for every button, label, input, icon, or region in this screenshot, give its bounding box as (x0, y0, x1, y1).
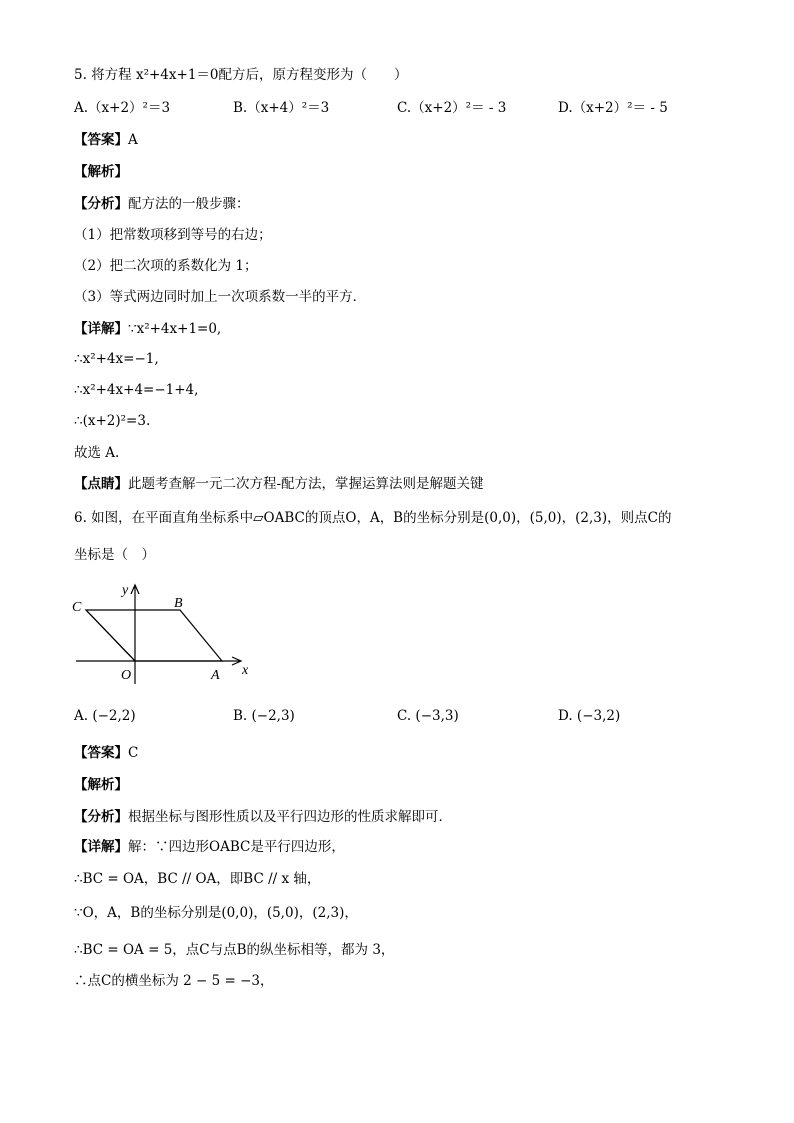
q6-detail-2: ∴BC = OA，BC // OA，即BC // x 轴， (74, 871, 321, 887)
q5-comment-line (74, 475, 484, 493)
label-x: x (242, 663, 249, 678)
q6-detail-line (74, 838, 345, 856)
label-y: y (122, 583, 129, 598)
q6-detail-5: ∴点C的横坐标为 2 − 5 = −3， (74, 973, 274, 989)
q6-detail-4: ∴BC = OA = 5，点C与点B的纵坐标相等，都为 3， (74, 942, 395, 958)
q5-conclusion: 故选 A. (74, 445, 120, 461)
fenxi-text: 根据坐标与图形性质以及平行四边形的性质求解即可． (128, 809, 452, 825)
q5-detail-4: ∴(x+2)²=3. (74, 413, 151, 429)
parallelogram-oabc (86, 610, 222, 661)
q5-step-2: （2）把二次项的系数化为 1； (74, 258, 258, 274)
q6-option-c: C. (−3,3) (397, 708, 459, 724)
answer-value: A (128, 132, 138, 148)
q6-option-d: D. (−3,2) (558, 708, 621, 724)
parallelogram-figure (70, 580, 270, 688)
q5-detail-3: ∴x²+4x+4=−1+4, (74, 382, 199, 398)
q6-option-a: A. (−2,2) (74, 708, 136, 724)
q5-stem: 5. 将方程 x²+4x+1＝0配方后，原方程变形为（ ） (74, 67, 408, 83)
q5-analysis-title: 【解析】 (74, 164, 128, 180)
q6-detail-3: ∵O，A，B的坐标分别是(0,0)，(5,0)，(2,3)， (74, 905, 358, 921)
q6-answer-line (74, 744, 138, 762)
q6-option-b: B. (−2,3) (233, 708, 295, 724)
q5-option-c: C.（x+2）²＝ - 3 (397, 100, 507, 116)
side-oc (86, 610, 135, 661)
label-c: C (72, 600, 82, 615)
q6-stem-line-1: 6. 如图，在平面直角坐标系中▱OABC的顶点O，A，B的坐标分别是(0,0)，(5,0)，(2,3)，则点C的 (74, 510, 672, 526)
q6-fenxi-line (74, 808, 452, 826)
label-a: A (211, 668, 220, 683)
detail-text: 解：∵四边形OABC是平行四边形， (128, 839, 345, 855)
q6-stem-line-2: 坐标是（ ） (74, 547, 155, 563)
detail-text: ∵x²+4x+1=0, (128, 321, 222, 337)
comment-tag: 【点睛】 (74, 476, 128, 492)
q5-fenxi-line (74, 195, 250, 213)
q5-detail-2: ∴x²+4x=−1, (74, 351, 159, 367)
answer-value: C (128, 745, 139, 761)
q5-detail-line (74, 320, 221, 338)
detail-tag: 【详解】 (74, 321, 128, 337)
q5-option-b: B.（x+4）²＝3 (233, 100, 330, 116)
answer-tag: 【答案】 (74, 132, 128, 148)
q5-step-3: （3）等式两边同时加上一次项系数一半的平方． (74, 289, 367, 305)
answer-tag: 【答案】 (74, 745, 128, 761)
comment-text: 此题考查解一元二次方程-配方法，掌握运算法则是解题关键 (128, 476, 484, 492)
fenxi-text: 配方法的一般步骤： (128, 196, 250, 212)
q5-option-a: A.（x+2）²＝3 (74, 100, 171, 116)
fenxi-tag: 【分析】 (74, 196, 128, 212)
q6-analysis-title: 【解析】 (74, 777, 128, 793)
label-b: B (174, 596, 183, 611)
label-o: O (121, 668, 132, 683)
detail-tag: 【详解】 (74, 839, 128, 855)
q5-option-d: D.（x+2）²＝ - 5 (558, 100, 668, 116)
q5-step-1: （1）把常数项移到等号的右边； (74, 227, 272, 243)
q5-answer-line (74, 131, 138, 149)
fenxi-tag: 【分析】 (74, 809, 128, 825)
